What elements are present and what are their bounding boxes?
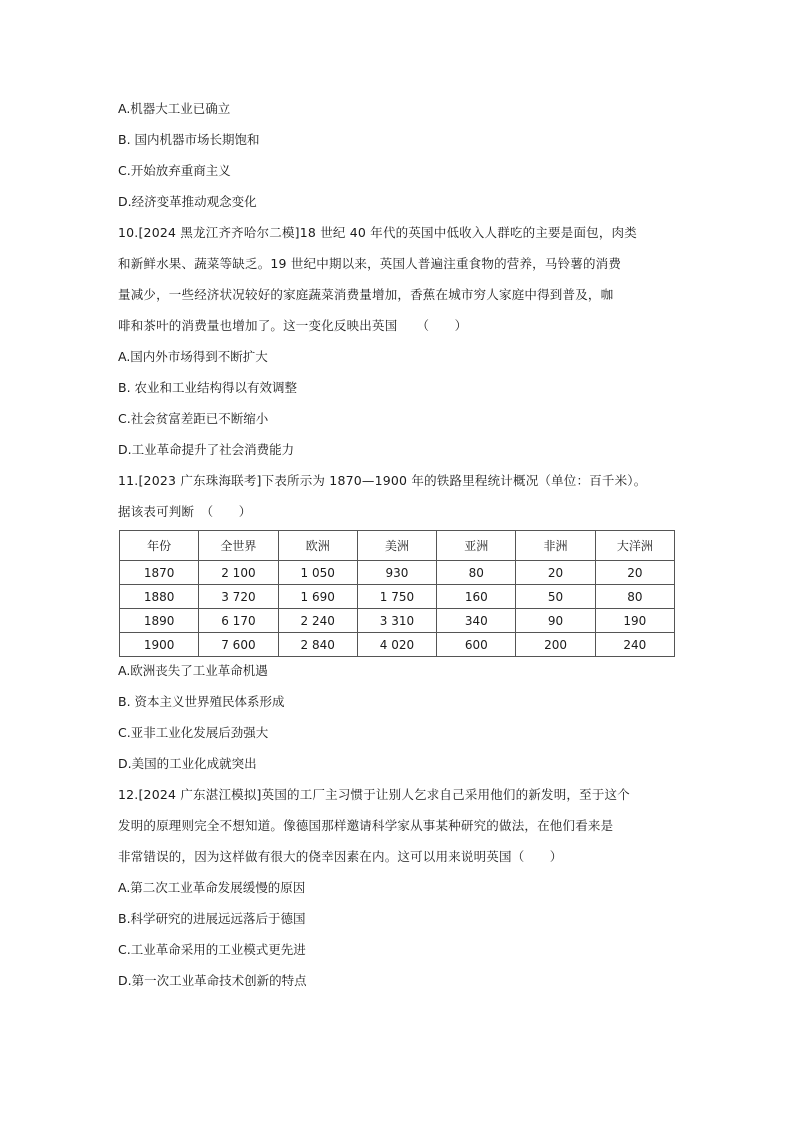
table-cell: 1880 (120, 585, 199, 609)
q10-stem-line: 10.[2024 黑龙江齐齐哈尔二模]18 世纪 40 年代的英国中低收入人群吃的主要是面包，肉类 (118, 225, 637, 240)
table-cell: 160 (437, 585, 516, 609)
table-cell: 2 840 (278, 633, 357, 657)
q9-option-d: D.经济变革推动观念变化 (118, 194, 257, 209)
q11-option-d: D.美国的工业化成就突出 (118, 756, 257, 771)
q11-option-a: A.欧洲丧失了工业革命机遇 (118, 663, 268, 678)
q10-option-a: A.国内外市场得到不断扩大 (118, 349, 268, 364)
table-cell: 1 690 (278, 585, 357, 609)
q9-option-a: A.机器大工业已确立 (118, 101, 231, 116)
table-cell: 200 (516, 633, 595, 657)
q11-option-c: C.亚非工业化发展后劲强大 (118, 725, 269, 740)
table-header-cell: 亚洲 (437, 531, 516, 561)
q10-option-c: C.社会贫富差距已不断缩小 (118, 411, 269, 426)
q11-stem-line: 据该表可判断 （ ） (118, 504, 252, 519)
table-cell: 190 (595, 609, 674, 633)
table-cell: 2 100 (199, 561, 278, 585)
table-cell: 2 240 (278, 609, 357, 633)
q12-stem-line: 发明的原理则完全不想知道。像德国那样邀请科学家从事某种研究的做法，在他们看来是 (118, 818, 614, 833)
q9-option-b: B. 国内机器市场长期饱和 (118, 132, 260, 147)
q12-option-c: C.工业革命采用的工业模式更先进 (118, 942, 306, 957)
q11-stem-line: 11.[2023 广东珠海联考]下表所示为 1870—1900 年的铁路里程统计概况（单位：百千米）。 (118, 473, 647, 488)
table-cell: 20 (595, 561, 674, 585)
table-cell: 80 (437, 561, 516, 585)
table-header-cell: 大洋洲 (595, 531, 674, 561)
q9-option-c: C.开始放弃重商主义 (118, 163, 231, 178)
table-cell: 600 (437, 633, 516, 657)
table-cell: 3 310 (357, 609, 436, 633)
table-cell: 1900 (120, 633, 199, 657)
table-cell: 930 (357, 561, 436, 585)
table-cell: 3 720 (199, 585, 278, 609)
q12-option-d: D.第一次工业革命技术创新的特点 (118, 973, 307, 988)
table-header-cell: 欧洲 (278, 531, 357, 561)
table-cell: 1 750 (357, 585, 436, 609)
table-cell: 90 (516, 609, 595, 633)
table-header-cell: 美洲 (357, 531, 436, 561)
q12-stem-line: 非常错误的，因为这样做有很大的侥幸因素在内。这可以用来说明英国（ ） (118, 849, 563, 864)
table-cell: 50 (516, 585, 595, 609)
q12-option-b: B.科学研究的进展远远落后于德国 (118, 911, 306, 926)
q10-stem-line: 啡和茶叶的消费量也增加了。这一变化反映出英国 （ ） (118, 318, 468, 333)
q10-option-d: D.工业革命提升了社会消费能力 (118, 442, 295, 457)
table-header-cell: 全世界 (199, 531, 278, 561)
table-row (120, 609, 675, 633)
table-cell: 6 170 (199, 609, 278, 633)
q10-option-b: B. 农业和工业结构得以有效调整 (118, 380, 298, 395)
table-row (120, 561, 675, 585)
table-cell: 1890 (120, 609, 199, 633)
q11-option-b: B. 资本主义世界殖民体系形成 (118, 694, 285, 709)
table-cell: 1 050 (278, 561, 357, 585)
q10-stem-line: 和新鲜水果、蔬菜等缺乏。19 世纪中期以来，英国人普遍注重食物的营养，马铃薯的消费 (118, 256, 622, 271)
table-row (120, 585, 675, 609)
table-cell: 4 020 (357, 633, 436, 657)
table-header-cell: 年份 (120, 531, 199, 561)
railway-mileage-table (119, 530, 675, 657)
table-cell: 7 600 (199, 633, 278, 657)
q12-stem-line: 12.[2024 广东湛江模拟]英国的工厂主习惯于让别人乞求自己采用他们的新发明，至于这个 (118, 787, 630, 802)
q10-stem-line: 量减少，一些经济状况较好的家庭蔬菜消费量增加，香蕉在城市穷人家庭中得到普及，咖 (118, 287, 614, 302)
table-cell: 20 (516, 561, 595, 585)
table-header-row (120, 531, 675, 561)
table-cell: 340 (437, 609, 516, 633)
q12-option-a: A.第二次工业革命发展缓慢的原因 (118, 880, 306, 895)
table-header-cell: 非洲 (516, 531, 595, 561)
table-cell: 1870 (120, 561, 199, 585)
table-cell: 80 (595, 585, 674, 609)
table-row (120, 633, 675, 657)
table-cell: 240 (595, 633, 674, 657)
